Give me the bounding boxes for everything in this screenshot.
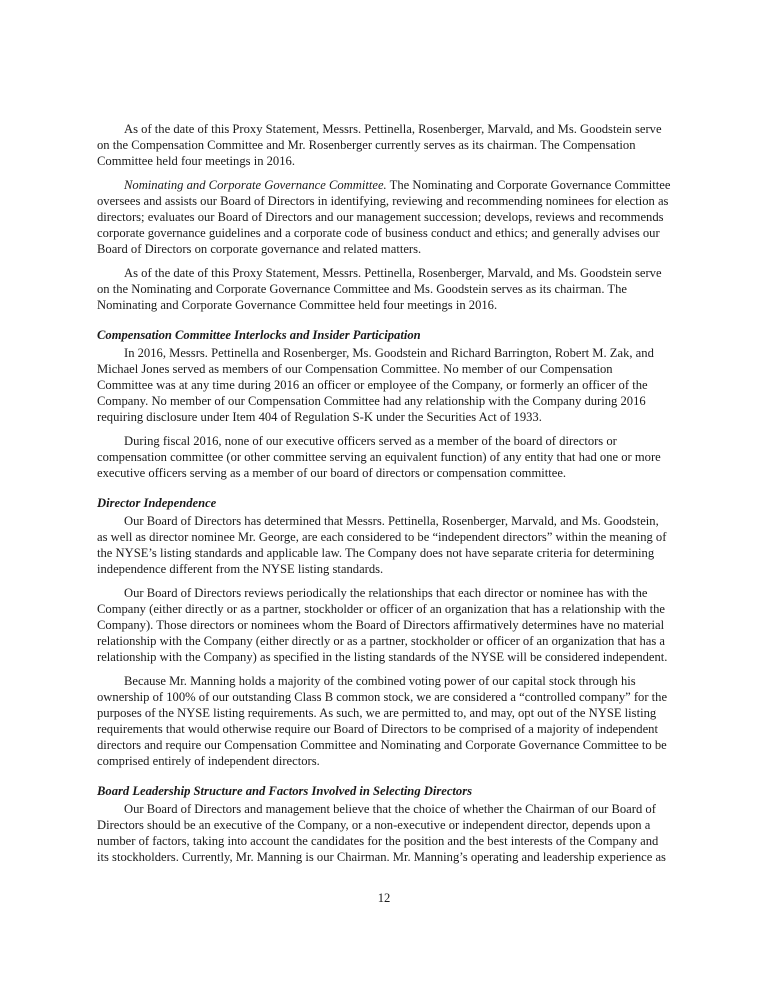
paragraph	[97, 673, 687, 769]
run-in-heading: Nominating and Corporate Governance Committee.	[124, 178, 387, 192]
paragraph-line: Directors should be an executive of the Company, or a non-executive or independent director, depends upon a	[97, 818, 651, 832]
paragraph	[97, 585, 687, 665]
paragraph-nominating-committee	[97, 177, 687, 257]
paragraph	[97, 345, 687, 425]
line-text: The Nominating and Corporate Governance Committee	[386, 178, 671, 192]
paragraph-line: compensation committee (or other committee serving an equivalent function) of any entity that had one or more	[97, 450, 661, 464]
paragraph-line: Company. No member of our Compensation Committee had any relationship with the Company during 2016	[97, 394, 646, 408]
paragraph	[97, 121, 687, 169]
paragraph	[97, 433, 687, 481]
paragraph-line: Michael Jones served as members of our Compensation Committee. No member of our Compensation	[97, 362, 613, 376]
paragraph-line: Nominating and Corporate Governance Committee held four meetings in 2016.	[97, 298, 498, 312]
page-number: 12	[377, 891, 391, 905]
paragraph-line: purposes of the NYSE listing requirements. As such, we are permitted to, and may, opt out of the NYSE listing	[97, 706, 657, 720]
paragraph	[97, 801, 687, 865]
paragraph-line: ownership of 100% of our outstanding Class B common stock, we are considered a “controlled company” for the	[97, 690, 668, 704]
paragraph-line: its stockholders. Currently, Mr. Manning is our Chairman. Mr. Manning’s operating and leadership experience as	[97, 850, 666, 864]
paragraph-line: independence different from the NYSE listing standards.	[97, 562, 384, 576]
paragraph-line: Our Board of Directors reviews periodically the relationships that each director or nominee has with the	[124, 586, 648, 600]
paragraph-line: Committee held four meetings in 2016.	[97, 154, 295, 168]
paragraph-line: relationship with the Company (either directly or as a partner, stockholder or officer of an organization that has a	[97, 634, 666, 648]
paragraph-line	[97, 177, 687, 193]
paragraph-line: directors and require our Compensation Committee and Nominating and Corporate Governance Committee to be	[97, 738, 667, 752]
paragraph-line: the NYSE’s listing standards and applicable law. The Company does not have separate criteria for determining	[97, 546, 655, 560]
paragraph-line: executive officers serving as a member of our board of directors or compensation committee.	[97, 466, 567, 480]
paragraph-line: directors; evaluates our Board of Directors and our management succession; develops, reviews and recommends	[97, 210, 664, 224]
paragraph-line: Because Mr. Manning holds a majority of the combined voting power of our capital stock through his	[124, 674, 636, 688]
paragraph-line: Company). Those directors or nominees whom the Board of Directors affirmatively determines have no material	[97, 618, 665, 632]
paragraph-line: oversees and assists our Board of Directors in identifying, reviewing and recommending nominees for election as	[97, 194, 669, 208]
paragraph-line: on the Compensation Committee and Mr. Rosenberger currently serves as its chairman. The Compensation	[97, 138, 636, 152]
paragraph-line: requirements that would otherwise require our Board of Directors to be comprised of a majority of independent	[97, 722, 658, 736]
paragraph-line: corporate governance guidelines and a corporate code of business conduct and ethics; and generally advises our	[97, 226, 660, 240]
section-heading: Director Independence	[97, 496, 217, 510]
document-page	[97, 121, 687, 873]
paragraph-line: As of the date of this Proxy Statement, Messrs. Pettinella, Rosenberger, Marvald, and Ms. Goodstein serve	[124, 122, 662, 136]
section-heading: Board Leadership Structure and Factors Involved in Selecting Directors	[97, 784, 473, 798]
paragraph-line: number of factors, taking into account the candidates for the position and the best interests of the Company and	[97, 834, 659, 848]
paragraph-line: Our Board of Directors and management believe that the choice of whether the Chairman of our Board of	[124, 802, 656, 816]
paragraph-line: comprised entirely of independent directors.	[97, 754, 320, 768]
paragraph-line: on the Nominating and Corporate Governance Committee and Ms. Goodstein serves as its chairman. The	[97, 282, 627, 296]
paragraph-line: relationship with the Company) as specified in the listing standards of the NYSE will be considered independent.	[97, 650, 668, 664]
paragraph-line: As of the date of this Proxy Statement, Messrs. Pettinella, Rosenberger, Marvald, and Ms. Goodstein serve	[124, 266, 662, 280]
paragraph-line: Board of Directors on corporate governance and related matters.	[97, 242, 422, 256]
paragraph-line: requiring disclosure under Item 404 of Regulation S-K under the Securities Act of 1933.	[97, 410, 542, 424]
section-heading: Compensation Committee Interlocks and Insider Participation	[97, 328, 421, 342]
paragraph-line: Committee was at any time during 2016 an officer or employee of the Company, or formerly an officer of the	[97, 378, 648, 392]
paragraph-line: In 2016, Messrs. Pettinella and Rosenberger, Ms. Goodstein and Richard Barrington, Robert M. Zak, and	[124, 346, 654, 360]
paragraph-line: as well as director nominee Mr. George, are each considered to be “independent directors” within the meaning of	[97, 530, 667, 544]
paragraph-line: Our Board of Directors has determined that Messrs. Pettinella, Rosenberger, Marvald, and Ms. Goodstein,	[124, 514, 659, 528]
paragraph-line: During fiscal 2016, none of our executive officers served as a member of the board of directors or	[124, 434, 617, 448]
paragraph	[97, 265, 687, 313]
paragraph-line: Company (either directly or as a partner, stockholder or officer of an organization that has a relationship with the	[97, 602, 666, 616]
paragraph	[97, 513, 687, 577]
